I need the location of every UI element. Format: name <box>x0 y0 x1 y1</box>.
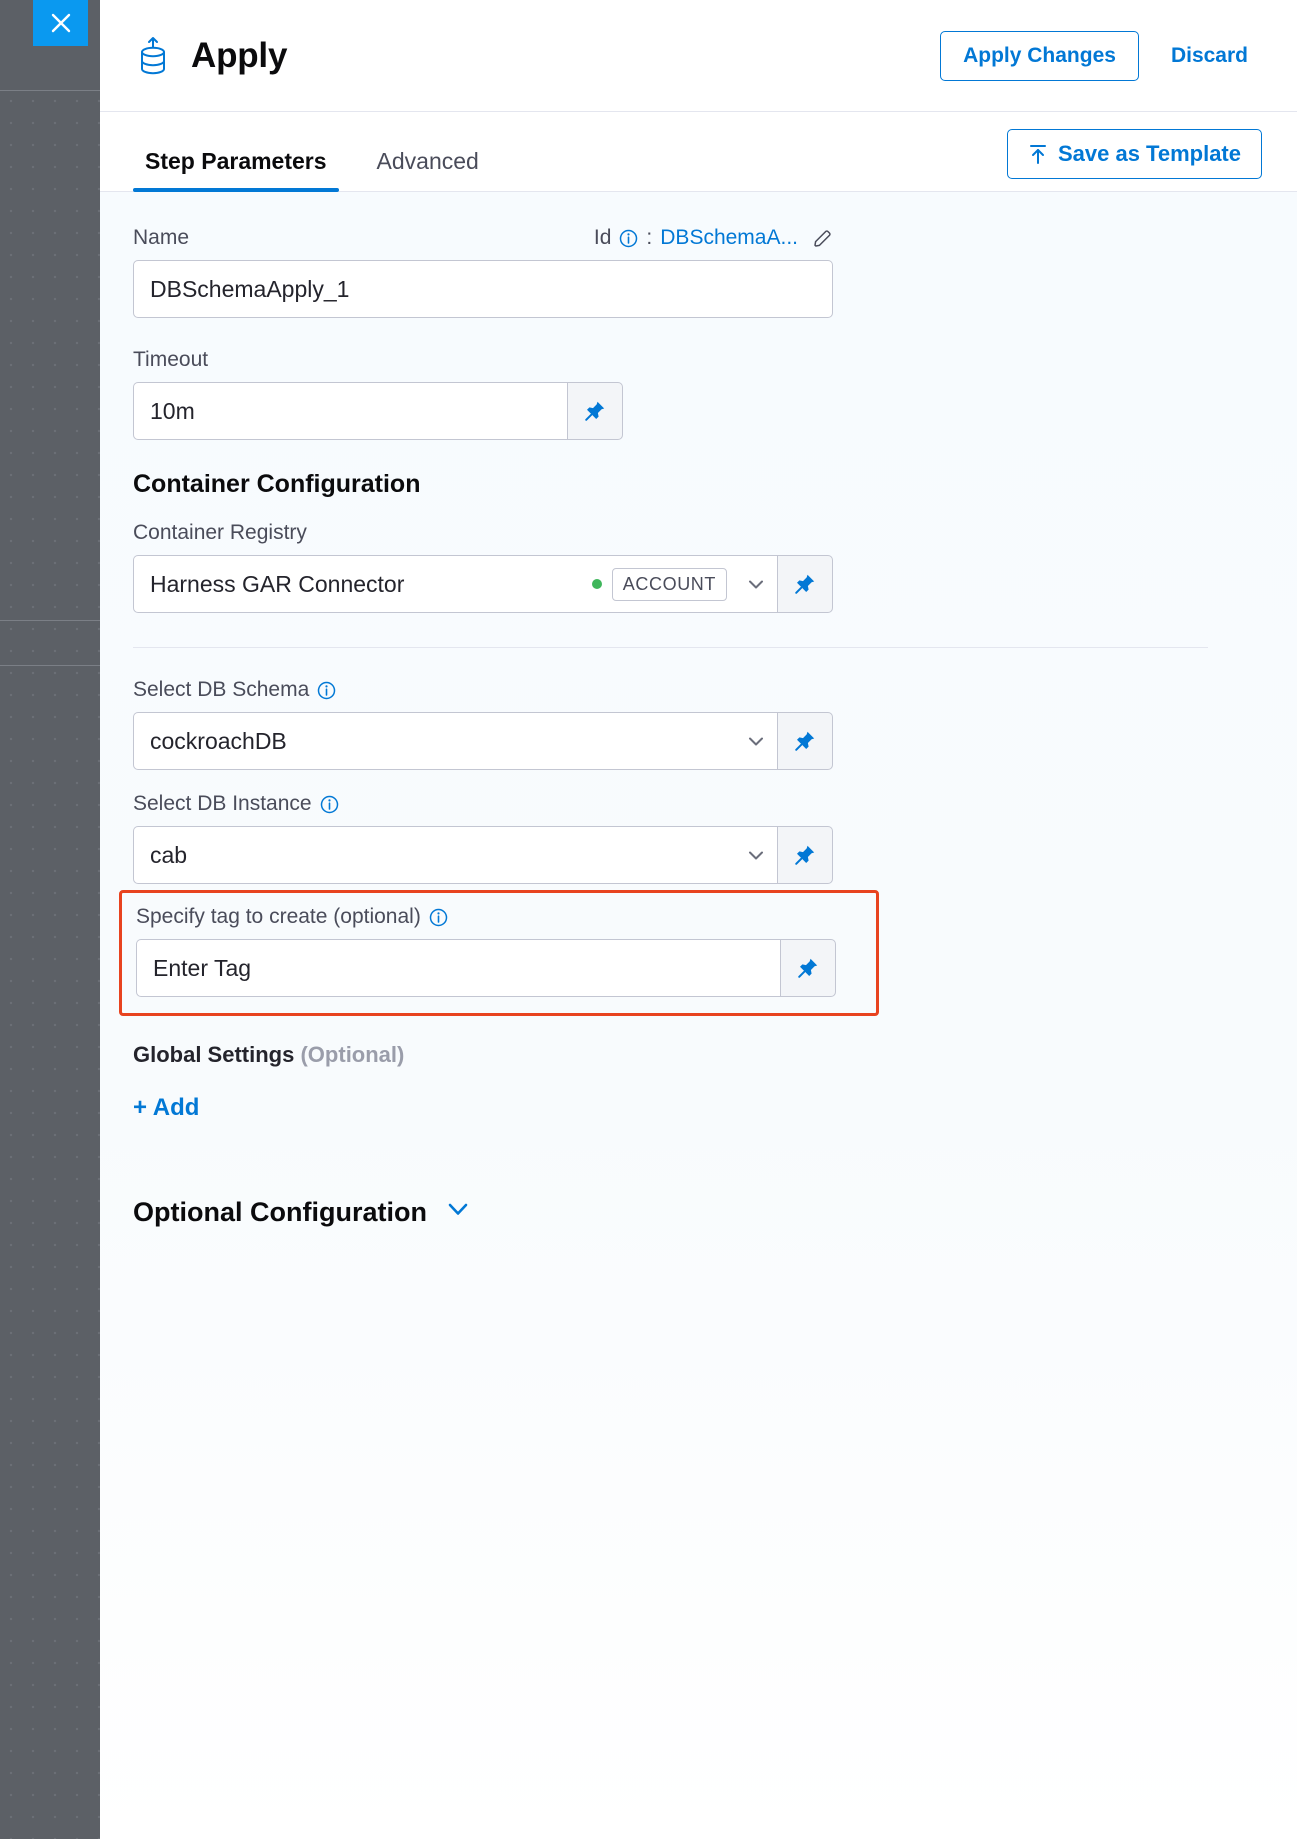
info-icon[interactable] <box>619 229 638 248</box>
close-drawer-button[interactable] <box>33 0 88 46</box>
discard-button[interactable]: Discard <box>1157 32 1262 80</box>
select-db-schema-runtime-input-button[interactable] <box>777 712 833 770</box>
info-icon[interactable] <box>320 795 339 814</box>
step-config-drawer <box>100 0 1297 1839</box>
section-divider <box>133 647 1208 648</box>
drawer-title-group <box>133 32 287 80</box>
pin-icon <box>796 956 820 980</box>
container-configuration-title: Container Configuration <box>133 470 421 498</box>
save-as-template-label: Save as Template <box>1057 141 1241 166</box>
pipeline-canvas-backdrop <box>0 0 100 1839</box>
pin-icon <box>583 399 607 423</box>
select-db-instance-label: Select DB Instance <box>133 792 1262 816</box>
timeout-field <box>133 382 623 440</box>
step-parameters-form <box>100 192 1297 1839</box>
pin-icon <box>793 729 817 753</box>
select-db-schema-field <box>133 712 833 770</box>
select-db-schema-value: cockroachDB <box>150 727 287 754</box>
tab-step-parameters[interactable]: Step Parameters <box>133 150 339 191</box>
save-as-template-button[interactable] <box>1007 129 1262 179</box>
tag-input[interactable] <box>136 939 780 997</box>
canvas-dot-grid <box>0 90 100 1839</box>
chevron-down-icon[interactable] <box>745 573 767 595</box>
tag-field-highlight <box>119 890 879 1016</box>
name-label-row <box>133 226 833 250</box>
container-registry-field <box>133 555 833 613</box>
timeout-input[interactable] <box>133 382 567 440</box>
page-title: Apply <box>191 35 288 75</box>
pin-icon <box>793 572 817 596</box>
apply-changes-button[interactable]: Apply Changes <box>940 31 1139 81</box>
container-registry-select[interactable] <box>133 555 777 613</box>
drawer-header <box>100 0 1297 112</box>
pin-icon <box>793 843 817 867</box>
step-id-value: DBSchemaA... <box>660 226 798 249</box>
global-settings-optional-suffix: (Optional) <box>300 1042 405 1067</box>
chevron-down-icon[interactable] <box>745 844 767 866</box>
optional-configuration-toggle[interactable] <box>133 1194 1262 1231</box>
tag-label: Specify tag to create (optional) <box>136 905 862 929</box>
tag-input-placeholder: Enter Tag <box>153 954 252 981</box>
edit-id-icon[interactable] <box>812 228 833 249</box>
tab-bar <box>100 112 1297 192</box>
container-registry-label: Container Registry <box>133 521 307 544</box>
timeout-label: Timeout <box>133 348 209 371</box>
select-db-instance-select[interactable] <box>133 826 777 884</box>
tag-runtime-input-button[interactable] <box>780 939 836 997</box>
drawer-header-actions <box>940 31 1262 81</box>
optional-configuration-label: Optional Configuration <box>133 1197 427 1227</box>
chevron-down-icon[interactable] <box>745 730 767 752</box>
tag-field <box>136 939 836 997</box>
connector-status-icon <box>592 579 602 589</box>
timeout-runtime-input-button[interactable] <box>567 382 623 440</box>
select-db-instance-value: cab <box>150 841 188 868</box>
canvas-divider-1 <box>0 90 100 91</box>
close-icon <box>50 12 72 34</box>
canvas-divider-3 <box>0 665 100 666</box>
id-separator: : <box>646 226 653 249</box>
name-input[interactable] <box>133 260 833 318</box>
database-apply-icon <box>133 32 173 80</box>
add-global-setting-button[interactable]: + Add <box>133 1094 200 1121</box>
select-db-instance-field <box>133 826 833 884</box>
info-icon[interactable] <box>317 681 336 700</box>
name-label: Name <box>133 226 190 249</box>
name-input-value: DBSchemaApply_1 <box>150 275 350 302</box>
canvas-divider-2 <box>0 620 100 621</box>
timeout-value: 10m <box>150 397 195 424</box>
select-db-instance-runtime-input-button[interactable] <box>777 826 833 884</box>
info-icon[interactable] <box>429 908 448 927</box>
id-label: Id <box>593 226 612 249</box>
select-db-schema-label: Select DB Schema <box>133 678 1262 702</box>
select-db-schema-select[interactable] <box>133 712 777 770</box>
container-registry-scope-badge: ACCOUNT <box>612 568 727 601</box>
container-registry-value: Harness GAR Connector <box>150 570 405 597</box>
chevron-down-icon <box>443 1194 473 1231</box>
global-settings-label: Global Settings (Optional) <box>133 1042 405 1067</box>
upload-icon <box>1028 143 1048 165</box>
step-id-row <box>594 226 833 250</box>
container-registry-runtime-input-button[interactable] <box>777 555 833 613</box>
tab-advanced[interactable]: Advanced <box>376 148 479 174</box>
